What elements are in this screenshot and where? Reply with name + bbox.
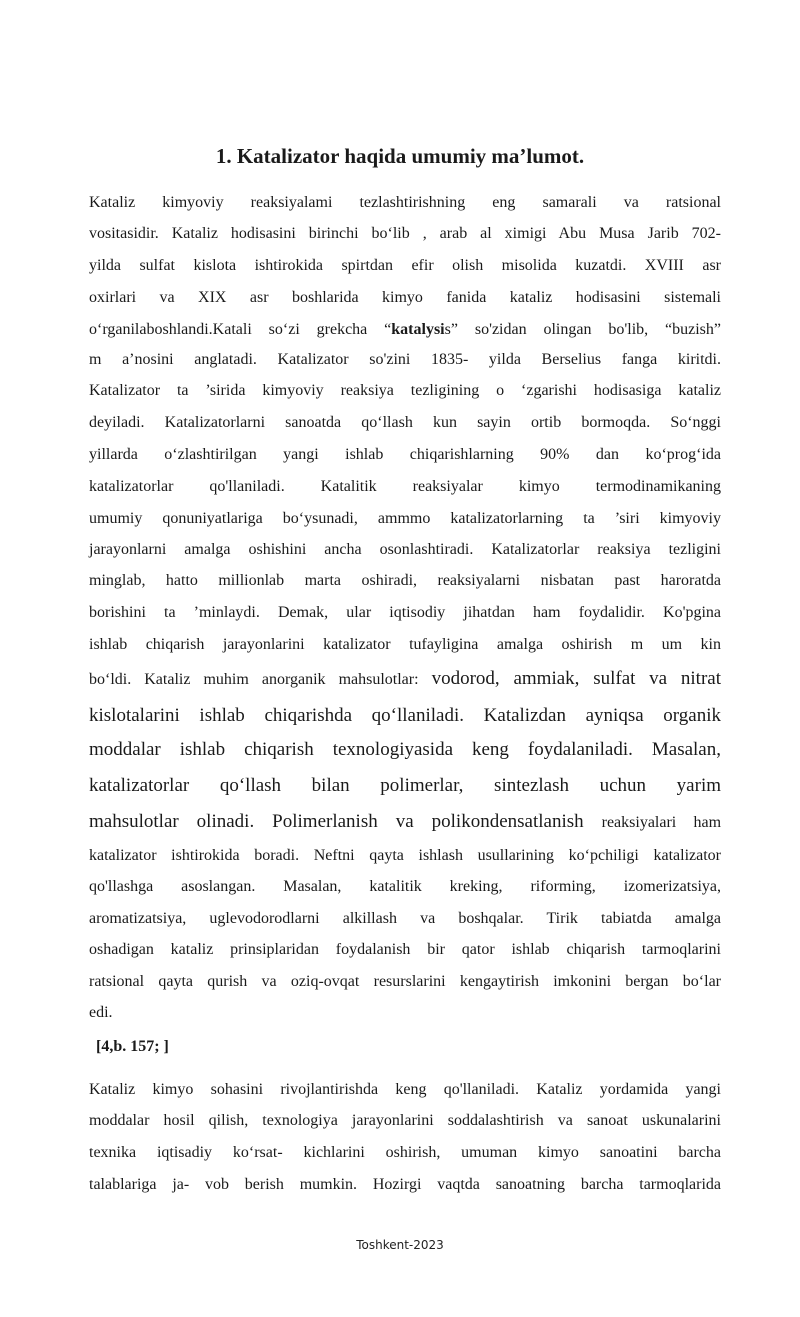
paragraph-line: katalizatorlar qo‘llash bilan polimerlar, sintezlash uchun yarim [89,775,721,796]
paragraph-line: moddalar ishlab chiqarish texnologiyasida keng foydalaniladi. Masalan, [89,739,721,760]
paragraph-line: edi. [89,1004,113,1021]
paragraph-line: yilda sulfat kislota ishtirokida spirtdan efir olish misolida kuzatdi. XVIII asr [89,257,721,274]
paragraph-line [89,810,721,835]
line-text: s” so'zidan olingan bo'lib, “buzish” [444,321,722,338]
paragraph-line [89,320,721,340]
paragraph-line: oshadigan kataliz prinsiplaridan foydalanish bir qator ishlab chiqarish tarmoqlarini [89,941,721,958]
paragraph-line: texnika iqtisadiy ko‘rsat- kichlarini oshirish, umuman kimyo sanoatini barcha [89,1144,721,1161]
paragraph-line: borishini ta ’minlaydi. Demak, ular iqtisodiy jihatdan ham foydalidir. Ko'pgina [89,604,721,621]
paragraph-line [89,667,721,692]
paragraph-line: qo'llashga asoslangan. Masalan, katalitik kreking, riforming, izomerizatsiya, [89,878,721,895]
line-text-large: mahsulotlar olinadi. Polimerlanish va polikondensatlanish [89,811,602,832]
reference-citation: [4,b. 157; ] [96,1038,169,1055]
paragraph-line: umumiy qonuniyatlariga bo‘ysunadi, ammmo katalizatorlarning ta ’siri kimyoviy [89,510,721,527]
paragraph-line: Kataliz kimyoviy reaksiyalami tezlashtirishning eng samarali va ratsional [89,194,721,211]
paragraph-line: moddalar hosil qilish, texnologiya jarayonlarini soddalashtirish va sanoat uskunalarini [89,1112,721,1129]
paragraph-line: katalizator ishtirokida boradi. Neftni qayta ishlash usullarining ko‘pchiligi katalizator [89,847,721,864]
paragraph-line: aromatizatsiya, uglevodorodlarni alkillash va boshqalar. Tirik tabiatda amalga [89,910,721,927]
paragraph-line: oxirlari va XIX asr boshlarida kimyo fanida kataliz hodisasini sistemali [89,289,721,306]
line-text: bo‘ldi. Kataliz muhim anorganik mahsulotlar: [89,671,432,688]
paragraph-line: deyiladi. Katalizatorlarni sanoatda qo‘llash kun sayin ortib bormoqda. So‘nggi [89,414,721,431]
paragraph-line: vositasidir. Kataliz hodisasini birinchi bo‘lib , arab al ximigi Abu Musa Jarib 702- [89,225,721,242]
paragraph-line: katalizatorlar qo'llaniladi. Katalitik reaksiyalar kimyo termodinamikaning [89,478,721,495]
paragraph-line: talablariga ja- vob berish mumkin. Hozirgi vaqtda sanoatning barcha tarmoqlarida [89,1176,721,1193]
paragraph-line: m a’nosini anglatadi. Katalizator so'zini 1835- yilda Berselius fanga kiritdi. [89,351,721,368]
katalysis-term: katalysi [391,321,445,338]
paragraph-line: ratsional qayta qurish va oziq-ovqat resurslarini kengaytirish imkonini bergan bo‘lar [89,973,721,990]
document-title: 1. Katalizator haqida umumiy ma’lumot. [215,144,585,168]
paragraph-line: jarayonlarni amalga oshishini ancha osonlashtiradi. Katalizatorlar reaksiya tezligini [89,541,721,558]
line-text: reaksiyalari ham [601,814,722,831]
line-text-large: vodorod, ammiak, sulfat va nitrat [431,668,721,689]
paragraph-line: ishlab chiqarish jarayonlarini katalizator tufayligina amalga oshirish m um kin [89,636,721,653]
paragraph-line: kislotalarini ishlab chiqarishda qo‘llaniladi. Katalizdan ayniqsa organik [89,705,721,726]
line-text: o‘rganilaboshlandi.Katali so‘zi grekcha “ [89,321,392,338]
paragraph-line: yillarda o‘zlashtirilgan yangi ishlab chiqarishlarning 90% dan ko‘prog‘ida [89,446,721,463]
paragraph-line: Katalizator ta ’sirida kimyoviy reaksiya tezligining o ‘zgarishi hodisasiga kataliz [89,382,721,399]
page-footer: Toshkent-2023 [356,1238,444,1252]
paragraph-line: Kataliz kimyo sohasini rivojlantirishda keng qo'llaniladi. Kataliz yordamida yangi [89,1081,721,1098]
paragraph-line: minglab, hatto millionlab marta oshiradi, reaksiyalarni nisbatan past haroratda [89,572,721,589]
